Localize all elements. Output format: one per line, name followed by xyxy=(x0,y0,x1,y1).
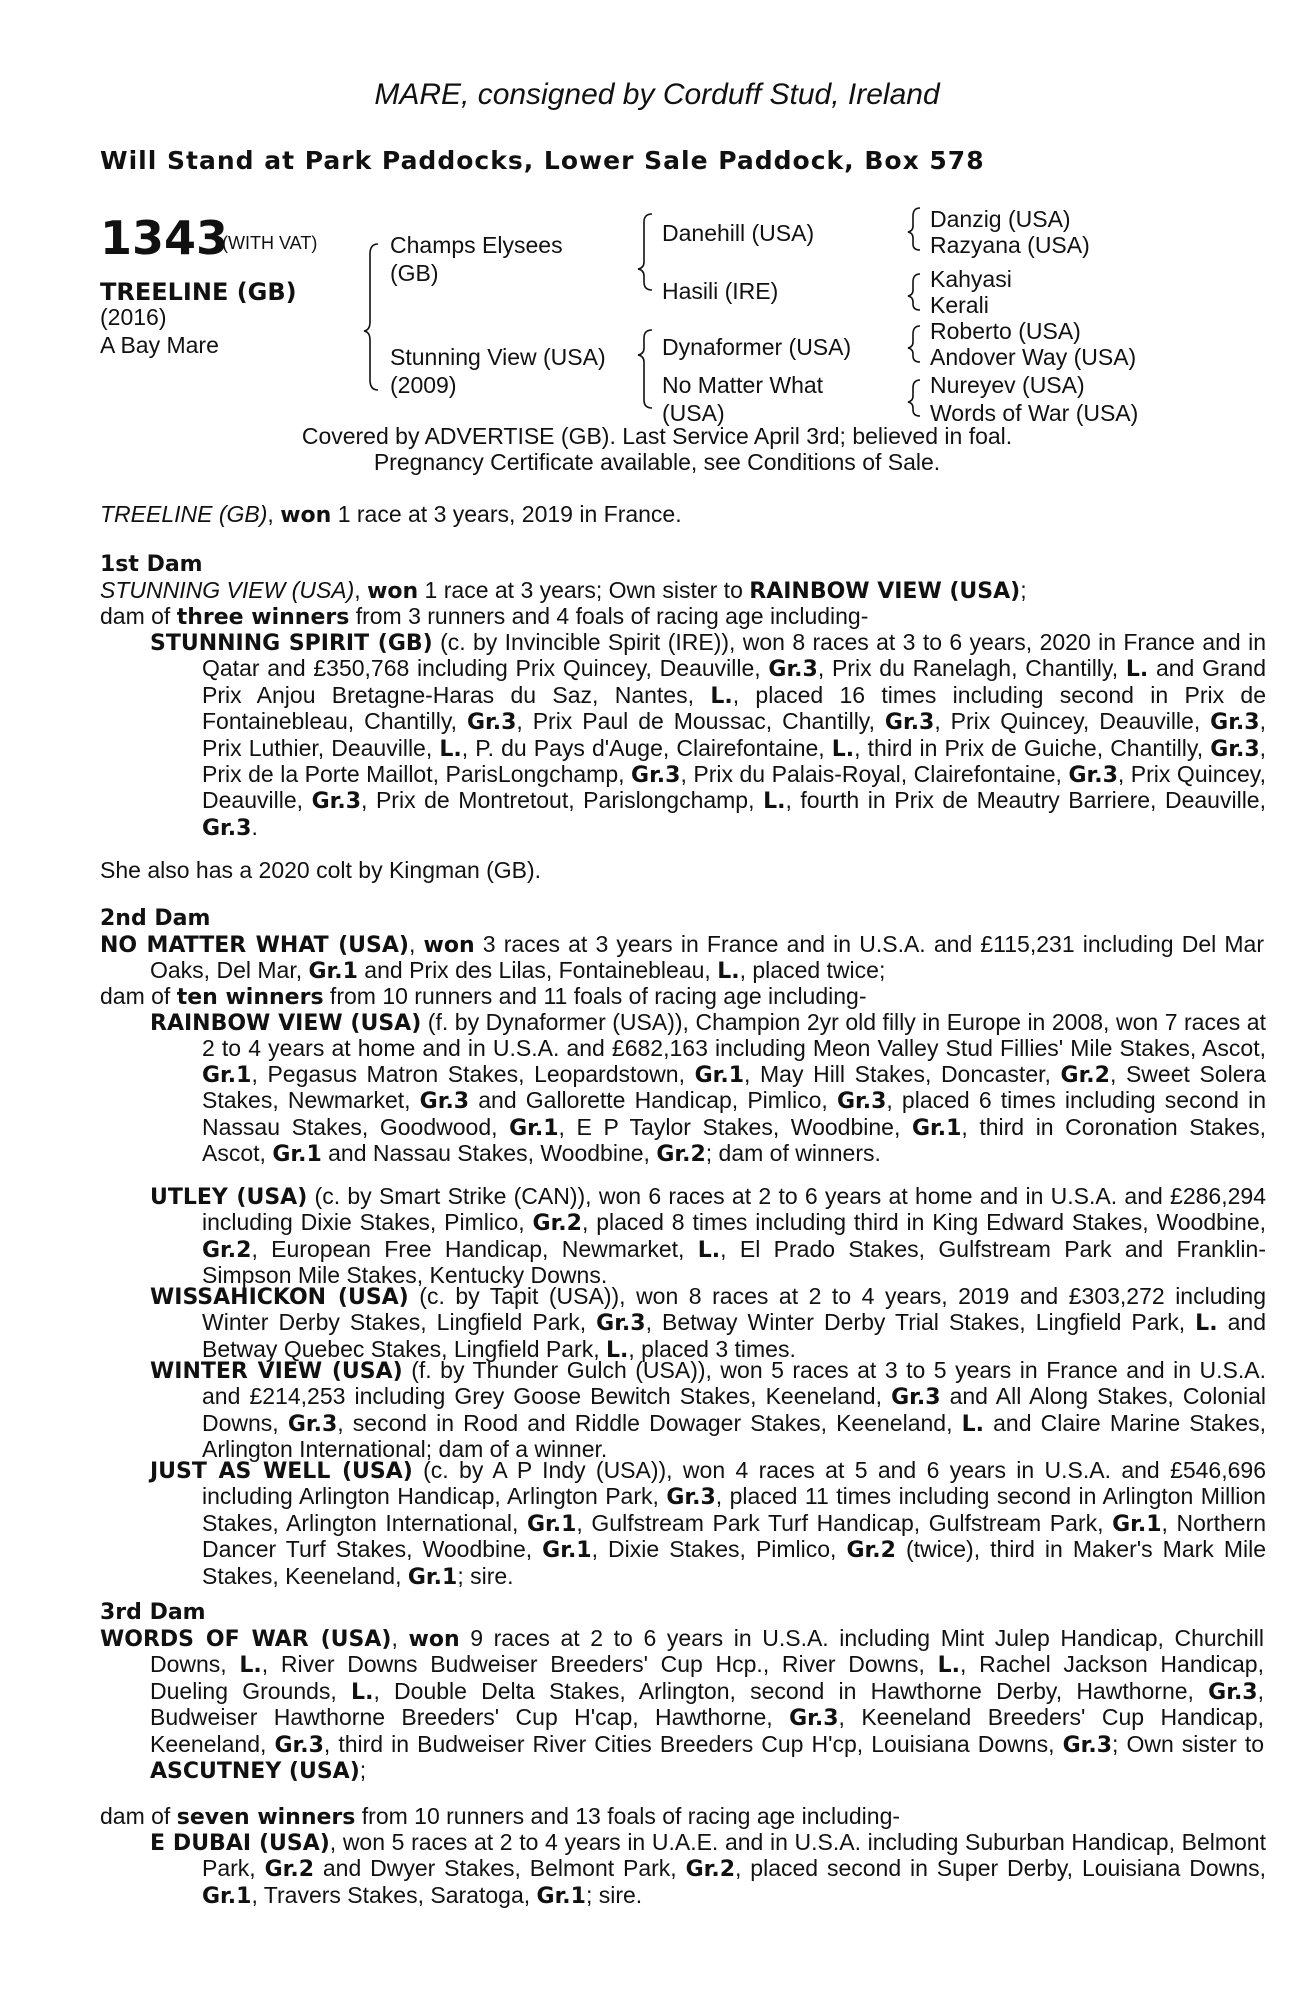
text-run: 3 races at 3 years in France and in U.S.A. and £115,231 including Del Mar Oaks, Del Mar, xyxy=(150,931,1265,984)
text-run: WISSAHICKON (USA) xyxy=(150,1285,409,1310)
text-run: , Travers Stakes, Saratoga, xyxy=(251,1881,537,1908)
covered-note: Covered by ADVERTISE (GB). Last Service April 3rd; believed in foal. xyxy=(301,423,1013,449)
gg-1: Danzig (USA) xyxy=(930,206,1071,232)
text-run: , Dixie Stakes, Pimlico, xyxy=(591,1536,847,1563)
text-run: . xyxy=(251,813,258,840)
text-run: from 3 runners and 4 foals of racing age including- xyxy=(349,603,869,629)
race-record-detail: 1 race at 3 years, 2019 in France. xyxy=(331,501,682,527)
second-dam-progeny-2 xyxy=(150,1184,1266,1289)
text-run: and Betway Quebec Stakes, Lingfield Park, xyxy=(202,1309,1266,1362)
dam-brace xyxy=(638,330,652,408)
text-run: Gr.3 xyxy=(666,1485,716,1511)
text-run: Gr.3 xyxy=(1210,736,1260,762)
sire-name: Champs Elysees xyxy=(390,232,563,258)
gg-8: Words of War (USA) xyxy=(930,400,1139,426)
text-run: (c. by Smart Strike (CAN)), won 6 races at 2 to 6 years at home and in U.S.A. and £286,294 including Dixie Stakes, Pimlico, xyxy=(202,1183,1266,1236)
second-dam-progeny-1 xyxy=(150,1010,1266,1167)
text-run: Gr.3 xyxy=(202,815,252,841)
text-run: WINTER VIEW (USA) xyxy=(150,1359,403,1384)
text-run: , May Hill Stakes, Doncaster, xyxy=(744,1060,1061,1087)
first-dam-dam-of xyxy=(100,604,1214,630)
third-dam-intro xyxy=(100,1626,1264,1784)
text-run: RAINBOW VIEW (USA) xyxy=(150,1011,422,1036)
text-run: L. xyxy=(1195,1311,1218,1337)
text-run: Gr.1 xyxy=(407,1564,458,1590)
text-run: , third in Prix de Guiche, Chantilly, xyxy=(854,734,1211,761)
second-dam-dam-of xyxy=(100,984,1214,1010)
text-run: , won 5 races at 2 to 4 years in U.A.E. and in U.S.A. including Suburban Handicap, Belmont Park, xyxy=(202,1829,1266,1882)
consignor-line: MARE, consigned by Corduff Stud, Ireland xyxy=(374,78,940,111)
second-dam-progeny-3 xyxy=(150,1284,1266,1363)
text-run: L. xyxy=(717,959,740,985)
dam-dam-country: (USA) xyxy=(662,400,725,426)
text-run: and Dwyer Stakes, Belmont Park, xyxy=(314,1855,686,1882)
text-run: and Prix des Lilas, Fontainebleau, xyxy=(357,957,718,984)
text-run: JUST AS WELL (USA) xyxy=(150,1459,413,1484)
text-run: Gr.1 xyxy=(308,959,358,985)
first-dam-intro xyxy=(100,578,1214,604)
text-run: , fourth in Prix de Meautry Barriere, Deauville, xyxy=(785,787,1266,814)
text-run: Gr.3 xyxy=(311,789,361,815)
text-run: Gr.2 xyxy=(656,1142,706,1168)
text-run: Gr.2 xyxy=(202,1237,252,1263)
text-run: , River Downs Budweiser Breeders' Cup Hcp., River Downs, xyxy=(261,1651,938,1678)
third-dam-progeny-1 xyxy=(150,1830,1266,1909)
horse-description: A Bay Mare xyxy=(100,332,219,358)
text-run: L. xyxy=(439,736,462,762)
text-run: Gr.3 xyxy=(466,710,517,736)
text-run: E DUBAI (USA) xyxy=(150,1831,330,1856)
text-run: L. xyxy=(763,789,786,815)
text-run: L. xyxy=(239,1653,262,1679)
text-run: ; sire. xyxy=(457,1562,514,1589)
text-run: , European Free Handicap, Newmarket, xyxy=(251,1235,698,1262)
text-run: Gr.3 xyxy=(1068,763,1118,789)
text-run: , Rachel Jackson Handicap, Dueling Grounds, xyxy=(150,1651,1264,1704)
text-run: L. xyxy=(961,1411,984,1437)
gg-7: Nureyev (USA) xyxy=(930,372,1085,398)
text-run: ; xyxy=(1020,577,1027,603)
text-run: and Claire Marine Stakes, Arlington International; dam of a winner. xyxy=(202,1409,1266,1463)
text-run: L. xyxy=(831,736,855,762)
text-run: (f. by Dynaformer (USA)), Champion 2yr old filly in Europe in 2008, won 7 races at 2 to 4 years at home and in U.S.A. and £682,163 including Meon Valley Stud Fillies' Mile Stakes, Ascot, xyxy=(202,1009,1266,1062)
text-run: Gr.3 xyxy=(596,1311,646,1337)
text-run: ten winners xyxy=(176,985,324,1010)
text-run: Gr.1 xyxy=(536,1883,586,1909)
text-run: , xyxy=(408,931,424,957)
text-run: Gr.3 xyxy=(631,763,681,789)
text-run: Gr.2 xyxy=(846,1538,896,1564)
foaling-year: (2016) xyxy=(100,304,167,330)
text-run: dam of xyxy=(100,603,177,629)
text-run: STUNNING SPIRIT (GB) xyxy=(150,631,433,656)
main-brace xyxy=(364,244,378,390)
second-dam-progeny-5 xyxy=(150,1458,1266,1590)
gg-5: Roberto (USA) xyxy=(930,318,1081,344)
text-run: ; dam of winners. xyxy=(705,1140,881,1167)
gg-brace-4 xyxy=(908,380,920,416)
text-run: won xyxy=(423,933,475,958)
text-run: , Prix du Palais-Royal, Clairefontaine, xyxy=(680,761,1069,788)
sire-sire: Danehill (USA) xyxy=(662,220,815,246)
text-run: Gr.1 xyxy=(272,1142,322,1168)
gg-3: Kahyasi xyxy=(930,266,1012,292)
text-run: (c. by Invincible Spirit (IRE)), won 8 races at 3 to 6 years, 2020 in France and in Qatar and £350,768 including Prix Quincey, Deauville, xyxy=(202,629,1266,682)
text-run: ; sire. xyxy=(585,1881,643,1908)
third-dam-dam-of xyxy=(100,1804,1214,1830)
text-run: , placed 16 times including second in Prix de Fontainebleau, Chantilly, xyxy=(202,681,1266,735)
race-record: TREELINE (GB), won 1 race at 3 years, 2019 in France. xyxy=(100,501,682,528)
text-run: , Prix de la Porte Maillot, ParisLongchamp, xyxy=(202,734,1267,788)
text-run: Gr.1 xyxy=(1112,1511,1162,1537)
text-run: , Keeneland Breeders' Cup Handicap, Keeneland, xyxy=(150,1704,1265,1757)
text-run: and Nassau Stakes, Woodbine, xyxy=(321,1140,657,1167)
text-run: , placed second in Super Derby, Louisiana Downs, xyxy=(735,1855,1266,1882)
text-run: , third in Budweiser River Cities Breeders Cup H'cp, Louisiana Downs, xyxy=(323,1730,1063,1757)
text-run: , Prix Luthier, Deauville, xyxy=(202,708,1266,761)
text-run: , Sweet Solera Stakes, Newmarket, xyxy=(202,1060,1266,1114)
gg-4: Kerali xyxy=(930,292,989,318)
dam-name: Stunning View (USA) xyxy=(390,344,606,370)
text-run: Gr.3 xyxy=(274,1732,324,1758)
text-run: 9 races at 2 to 6 years in U.S.A. including Mint Julep Handicap, Churchill Downs, xyxy=(150,1625,1265,1678)
text-run: , third in Coronation Stakes, Ascot, xyxy=(202,1113,1266,1167)
gg-brace-3 xyxy=(908,326,920,362)
text-run: , Prix Paul de Moussac, Chantilly, xyxy=(516,708,885,735)
text-run: and All Along Stakes, Colonial Downs, xyxy=(202,1383,1266,1436)
text-run: Gr.3 xyxy=(768,657,818,683)
pedigree-brackets xyxy=(0,0,1314,440)
text-run: Gr.2 xyxy=(264,1857,314,1883)
text-run: won xyxy=(408,1627,460,1652)
text-run: ; xyxy=(359,1757,367,1784)
text-run: Gr.3 xyxy=(1208,1679,1258,1705)
pregnancy-note: Pregnancy Certificate available, see Conditions of Sale. xyxy=(373,449,941,475)
text-run: Gr.2 xyxy=(1060,1062,1110,1088)
text-run: from 10 runners and 13 foals of racing age including- xyxy=(355,1803,901,1829)
text-run: L. xyxy=(937,1653,961,1679)
text-run: , Prix du Ranelagh, Chantilly, xyxy=(817,655,1126,682)
text-run: Gr.1 xyxy=(694,1062,745,1088)
text-run: , xyxy=(354,577,368,603)
text-run: (c. by A P Indy (USA)), won 4 races at 5 and 6 years in U.S.A. and £546,696 including Arlington Handicap, Arlington Park, xyxy=(202,1457,1266,1510)
text-run: , second in Rood and Riddle Dowager Stakes, Keeneland, xyxy=(337,1409,962,1436)
text-run: Gr.1 xyxy=(542,1538,592,1564)
gg-brace-2 xyxy=(908,274,920,310)
text-run: Gr.3 xyxy=(1062,1732,1112,1758)
text-run: , El Prado Stakes, Gulfstream Park and Franklin-Simpson Mile Stakes, Kentucky Downs. xyxy=(202,1235,1266,1289)
horse-name: TREELINE (GB) xyxy=(100,278,297,306)
text-run: , placed 8 times including third in King Edward Stakes, Woodbine, xyxy=(581,1209,1266,1236)
race-record-won: won xyxy=(280,503,332,528)
text-run: Gr.1 xyxy=(911,1115,962,1141)
text-run: Gr.1 xyxy=(202,1062,252,1088)
text-run: Gr.1 xyxy=(202,1883,252,1909)
text-run: , placed 3 times. xyxy=(628,1335,796,1362)
text-run: , Gulfstream Park Turf Handicap, Gulfstream Park, xyxy=(576,1509,1113,1536)
text-run: dam of xyxy=(100,983,177,1009)
second-dam-heading: 2nd Dam xyxy=(100,906,211,931)
text-run: , Northern Dancer Turf Stakes, Woodbine, xyxy=(202,1509,1267,1563)
text-run: STUNNING VIEW (USA) xyxy=(100,577,355,603)
text-run: Gr.2 xyxy=(532,1211,582,1237)
text-run: , xyxy=(391,1625,409,1651)
text-run: three winners xyxy=(176,605,350,630)
text-run: , Prix Quincey, Deauville, xyxy=(934,708,1211,735)
text-run: , placed 6 times including second in Nassau Stakes, Goodwood, xyxy=(202,1087,1266,1140)
text-run: ; Own sister to xyxy=(1112,1730,1265,1757)
text-run: L. xyxy=(1125,657,1149,683)
text-run: and Grand Prix Anjou Bretagne-Haras du Saz, Nantes, xyxy=(202,655,1266,708)
vat-note: (WITH VAT) xyxy=(222,233,318,253)
first-dam-heading: 1st Dam xyxy=(100,552,203,577)
text-run: Gr.3 xyxy=(1210,710,1260,736)
text-run: , Prix de Montretout, Parislongchamp, xyxy=(361,787,764,814)
text-run: Gr.2 xyxy=(685,1857,736,1883)
gg-brace-1 xyxy=(908,208,920,250)
text-run: , Pegasus Matron Stakes, Leopardstown, xyxy=(251,1060,695,1087)
sire-brace xyxy=(638,214,652,290)
text-run: WORDS OF WAR (USA) xyxy=(100,1627,392,1652)
dam-sire: Dynaformer (USA) xyxy=(662,334,852,360)
dam-dam-name: No Matter What xyxy=(662,372,824,398)
text-run: L. xyxy=(351,1679,374,1705)
dam-year: (2009) xyxy=(390,372,457,398)
text-run: from 10 runners and 11 foals of racing age including- xyxy=(323,983,867,1009)
text-run: Gr.3 xyxy=(419,1089,470,1115)
text-run: seven winners xyxy=(176,1805,356,1830)
text-run: UTLEY (USA) xyxy=(150,1185,308,1210)
text-run: , Budweiser Hawthorne Breeders' Cup H'cap, Hawthorne, xyxy=(150,1677,1264,1731)
text-run: , Betway Winter Derby Trial Stakes, Lingfield Park, xyxy=(645,1309,1196,1336)
text-run: , placed twice; xyxy=(739,957,886,984)
first-dam-also: She also has a 2020 colt by Kingman (GB). xyxy=(100,857,542,883)
lot-number: 1343 xyxy=(100,211,229,265)
text-run: (c. by Tapit (USA)), won 8 races at 2 to 4 years, 2019 and £303,272 including Winter Derby Stakes, Lingfield Park, xyxy=(202,1283,1266,1336)
text-run: Gr.3 xyxy=(884,710,935,736)
second-dam-intro xyxy=(100,932,1264,985)
text-run: RAINBOW VIEW (USA) xyxy=(749,579,1021,604)
second-dam-progeny-4 xyxy=(150,1358,1266,1463)
third-dam-heading: 3rd Dam xyxy=(100,1600,206,1625)
text-run: dam of xyxy=(100,1803,177,1829)
text-run: Gr.3 xyxy=(891,1385,941,1411)
text-run: Gr.1 xyxy=(526,1511,577,1537)
text-run: , P. du Pays d'Auge, Clairefontaine, xyxy=(461,734,832,761)
text-run: won xyxy=(367,579,419,604)
text-run: and Gallorette Handicap, Pimlico, xyxy=(469,1087,837,1114)
text-run: NO MATTER WHAT (USA) xyxy=(100,933,409,958)
stand-location: Will Stand at Park Paddocks, Lower Sale Paddock, Box 578 xyxy=(100,146,985,175)
gg-2: Razyana (USA) xyxy=(930,232,1090,258)
text-run: , placed 11 times including second in Arlington Million Stakes, Arlington International, xyxy=(202,1483,1266,1536)
text-run: L. xyxy=(606,1337,629,1363)
text-run: , Prix Quincey, Deauville, xyxy=(202,761,1266,814)
text-run: , Double Delta Stakes, Arlington, second in Hawthorne Derby, Hawthorne, xyxy=(373,1677,1209,1704)
text-run: , E P Taylor Stakes, Woodbine, xyxy=(558,1113,912,1140)
text-run: (f. by Thunder Gulch (USA)), won 5 races at 3 to 5 years in France and in U.S.A. and £214,253 including Grey Goose Bewitch Stakes, Keeneland, xyxy=(202,1357,1267,1410)
sire-country: (GB) xyxy=(390,260,439,286)
text-run: Gr.1 xyxy=(509,1115,559,1141)
text-run: ASCUTNEY (USA) xyxy=(150,1759,360,1785)
text-run: 1 race at 3 years; Own sister to xyxy=(418,577,750,603)
text-run: Gr.3 xyxy=(287,1411,338,1437)
sire-dam: Hasili (IRE) xyxy=(662,278,779,304)
text-run: (twice), third in Maker's Mark Mile Stakes, Keeneland, xyxy=(202,1536,1266,1589)
text-run: L. xyxy=(697,1237,721,1263)
text-run: Gr.3 xyxy=(836,1089,887,1115)
first-dam-progeny-1 xyxy=(150,630,1266,841)
race-record-horse: TREELINE (GB) xyxy=(100,501,268,527)
text-run: Gr.3 xyxy=(789,1706,839,1732)
gg-6: Andover Way (USA) xyxy=(930,344,1137,370)
text-run: L. xyxy=(710,683,733,709)
